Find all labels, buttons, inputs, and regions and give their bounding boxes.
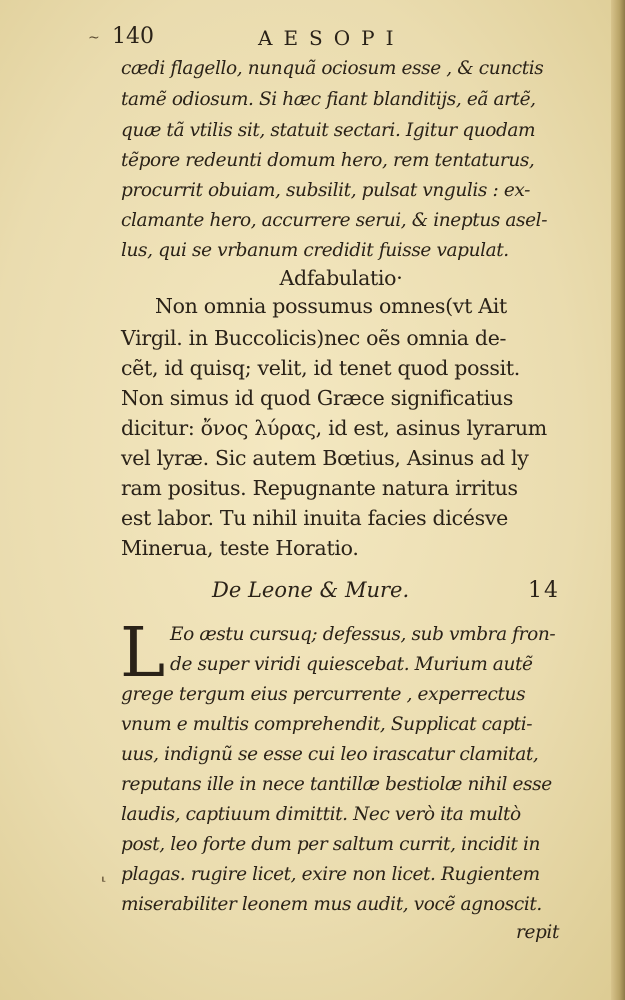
text-line: tamẽ odiosum. Si hæc fiant blanditijs, eã artẽ, xyxy=(121,89,536,110)
text-line: lus, qui se vrbanum credidit fuisse vapulat. xyxy=(121,240,509,261)
text-line: tẽpore redeunti domum hero, rem tentaturus, xyxy=(121,150,535,171)
text-line: clamante hero, accurrere serui, & ineptus asel- xyxy=(121,210,548,231)
text-line: est labor. Tu nihil inuita facies dicésve xyxy=(121,506,508,530)
text-line: Non simus id quod Græce significatius xyxy=(121,386,514,410)
text-line: dicitur: ὄνος λύρας, id est, asinus lyrarum xyxy=(121,416,547,440)
text-line: ram positus. Repugnante natura irritus xyxy=(121,476,518,500)
margin-caret-mark: ⸤ xyxy=(101,868,107,884)
fable-number: 14 xyxy=(528,578,560,603)
text-line: vel lyræ. Sic autem Bœtius, Asinus ad ly xyxy=(121,446,529,470)
text-line: quæ tã vtilis sit, statuit sectari. Igitur quodam xyxy=(121,120,536,141)
text-line: grege tergum eius percurrente , experrectus xyxy=(121,684,526,705)
fable-title: De Leone & Mure. xyxy=(212,578,410,602)
text-line: Non omnia possumus omnes(vt Ait xyxy=(155,294,507,318)
adfabulatio-heading: Adfabulatio· xyxy=(279,266,403,290)
text-line: laudis, captiuum dimittit. Nec verò ita multò xyxy=(121,804,521,825)
text-line: cædi flagello, nunquã ociosum esse , & cunctis xyxy=(121,58,544,79)
margin-mark: ~ xyxy=(88,30,100,46)
drop-cap-initial: L xyxy=(120,614,166,693)
text-line: uus, indignũ se esse cui leo irascatur clamitat, xyxy=(121,744,539,765)
text-line: de super viridi quiescebat. Murium autẽ xyxy=(170,654,533,675)
catchword: repit xyxy=(516,922,559,943)
running-title: AESOPI xyxy=(258,26,405,50)
text-line: Eo æstu cursuq; defessus, sub vmbra fron- xyxy=(170,624,556,645)
text-line: procurrit obuiam, subsilit, pulsat vngulis : ex- xyxy=(121,180,530,201)
text-line: miserabiliter leonem mus audit, vocẽ agnoscit. xyxy=(121,894,542,915)
running-header xyxy=(88,24,568,54)
text-line: Minerua, teste Horatio. xyxy=(121,536,359,560)
page-edge xyxy=(611,0,625,1000)
text-line: post, leo forte dum per saltum currit, incidit in xyxy=(121,834,541,855)
text-line: cẽt, id quisq; velit, id tenet quod possit. xyxy=(121,356,521,380)
text-line: Virgil. in Buccolicis)nec oẽs omnia de- xyxy=(121,326,507,350)
text-line: plagas. rugire licet, exire non licet. Rugientem xyxy=(121,864,540,885)
text-line: vnum e multis comprehendit, Supplicat capti- xyxy=(121,714,533,735)
page-number: 140 xyxy=(112,24,154,49)
text-line: reputans ille in nece tantillæ bestiolæ nihil esse xyxy=(121,774,552,795)
